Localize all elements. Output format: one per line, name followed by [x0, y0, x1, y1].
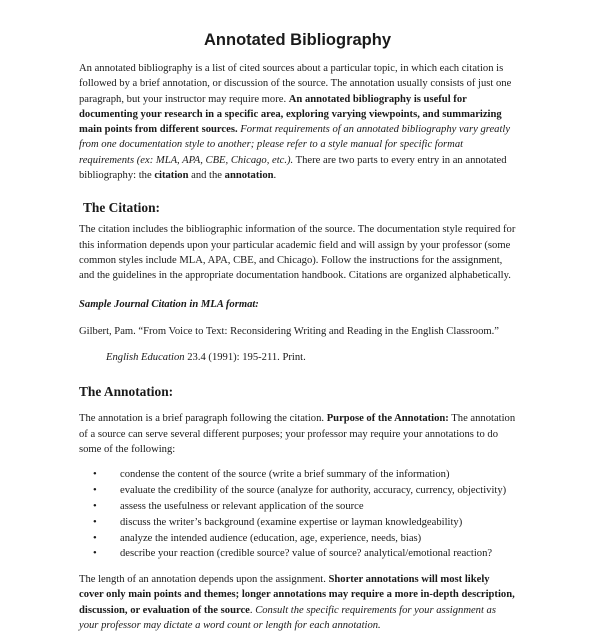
- list-item-text: discuss the writer’s background (examine expertise or layman knowledgeability): [120, 516, 463, 528]
- list-item-text: condense the content of the source (write a brief summary of the information): [120, 469, 450, 481]
- intro-citation-term: citation: [154, 170, 189, 182]
- length-text-2: .: [249, 604, 256, 616]
- list-item-text: describe your reaction (credible source? value of source? analytical/emotional reaction?: [120, 548, 493, 560]
- annotation-heading: The Annotation:: [79, 384, 174, 400]
- bullet-icon: •: [93, 516, 97, 528]
- intro-text-2: There are two parts to every entry in an annotated bibliography: the: [79, 154, 507, 182]
- list-item: [79, 515, 516, 531]
- annotation-text-1: The annotation is a brief paragraph following the citation.: [79, 413, 327, 425]
- citation-paragraph: The citation includes the bibliographic information of the source. The documentation style required for this information depends upon your particular academic field and will assign by your professor (some common styles include MLA, APA, CBE, and Chicago). Follow the instructions for the assignment, and the guidelines in the appropriate documentation handbook. Citations are organized alphabetically.: [79, 224, 516, 282]
- bullet-icon: •: [93, 532, 97, 544]
- length-italic-note: Consult the specific requirements for your assignment as your professor may dictate a word count or length for each annotation.: [79, 604, 496, 632]
- intro-bold-statement: An annotated bibliography is useful for documenting your research in a specific area, exploring varying viewpoints, and summarizing main points from different sources.: [79, 93, 502, 136]
- intro-text-4: .: [273, 170, 277, 182]
- intro-text-1: An annotated bibliography is a list of cited sources about a particular topic, in which each citation is followed by a brief annotation, or discussion of the source. The annotation usually consists of just one paragraph, but your instructor may require more.: [79, 63, 512, 105]
- bullet-icon: •: [93, 485, 97, 497]
- sample-citation-line-1: Gilbert, Pam. “From Voice to Text: Reconsidering Writing and Reading in the English Classroom.”: [79, 325, 499, 337]
- length-text-1: The length of an annotation depends upon the assignment.: [79, 574, 329, 586]
- annotation-purpose-label: Purpose of the Annotation:: [326, 413, 449, 425]
- annotation-text-2: The annotation of a source can serve several different purposes; your professor may require your annotations to do some of the following:: [79, 413, 516, 456]
- length-bold-statement: Shorter annotations will most likely cover only main points and themes; longer annotations may require a more in-depth description, discussion, or evaluation of the source: [79, 574, 515, 616]
- bullet-icon: •: [93, 469, 97, 481]
- sample-citation-line-2: [106, 350, 516, 365]
- citation-heading: The Citation:: [83, 200, 160, 216]
- list-item-text: analyze the intended audience (education, age, experience, needs, bias): [120, 532, 422, 544]
- sample-journal-title: English Education: [106, 352, 185, 364]
- list-item-text: assess the usefulness or relevant application of the source: [120, 500, 364, 512]
- annotation-length-paragraph: [79, 572, 516, 633]
- list-item: [79, 531, 516, 547]
- annotation-paragraph: [79, 411, 516, 457]
- bullet-icon: •: [93, 548, 97, 560]
- list-item: [79, 483, 516, 499]
- intro-format-note: Format requirements of an annotated bibliography vary greatly from one documentation style to another; please refer to a style manual for specific format requirements (ex: MLA, APA, CBE, Chicago, etc.).: [79, 124, 511, 166]
- purposes-list: [79, 467, 516, 562]
- list-item-text: evaluate the credibility of the source (analyze for authority, accuracy, currency, objectivity): [120, 485, 507, 497]
- sample-citation-details: 23.4 (1991): 195-211. Print.: [184, 352, 306, 364]
- sample-citation-heading: Sample Journal Citation in MLA format:: [79, 298, 259, 310]
- list-item: [79, 546, 516, 562]
- list-item: [79, 499, 516, 515]
- intro-paragraph: [79, 61, 516, 183]
- bullet-icon: •: [93, 500, 97, 512]
- page-title: Annotated Bibliography: [204, 31, 391, 49]
- intro-annotation-term: annotation: [224, 170, 274, 182]
- intro-text-3: and the: [188, 170, 225, 182]
- list-item: [79, 467, 516, 483]
